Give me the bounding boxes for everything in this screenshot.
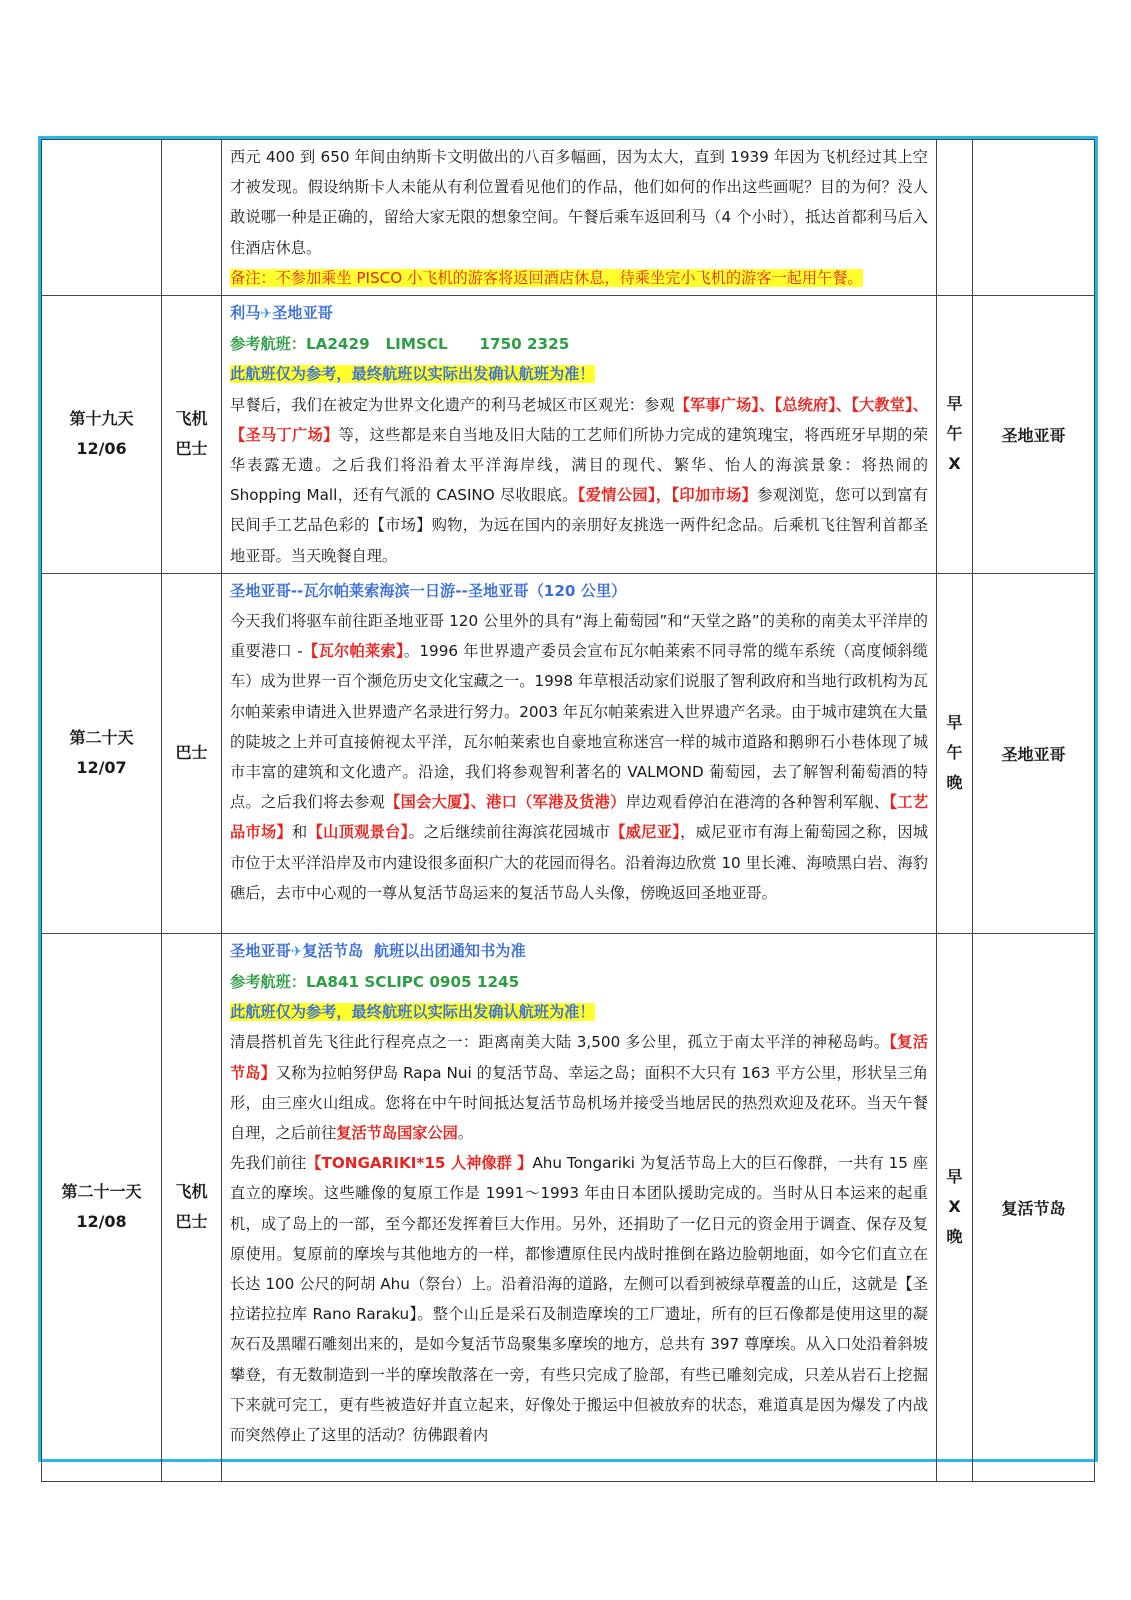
hotel-cell: [973, 140, 1095, 296]
description-text: 清晨搭机首先飞往此行程亮点之一：距离南美大陆 3,500 多公里，孤立于南太平洋的神秘岛屿。【复活节岛】又称为拉帕努伊岛 Rapa Nui 的复活节岛、幸运之岛；面积不大只有 163 平方公里，形状呈三角形，由三座火山组成。您将在中午时间抵达复活节岛机场并接受当地居民的热烈欢迎及花环。当天午餐自理，之后前往复活节岛国家公园。: [230, 1033, 929, 1143]
transport-item: 飞机: [175, 1182, 208, 1202]
transport-item: 巴士: [175, 439, 208, 459]
description-text: 早餐后，我们在被定为世界文化遗产的利马老城区市区观光：参观【军事广场】、【总统府】、【大教堂】、【圣马丁广场】等，这些都是来自当地及旧大陆的工艺师们所协力完成的建筑瑰宝，将西班牙早期的荣华表露无遗。之后我们将沿着太平洋海岸线，满目的现代、繁华、怡人的海滨景象：将热闹的 Shopping Mall，还有气派的 CASINO 尽收眼底。【爱情公园】，【印加市场】参观浏览，您可以到富有民间手工艺品色彩的【市场】购物，为远在国内的亲朋好友挑选一两件纪念品。后乘机飞往智利首都圣地亚哥。当天晚餐自理。: [230, 395, 929, 565]
transport-item: 巴士: [175, 743, 208, 763]
route-title: 圣地亚哥✈复活节岛 航班以出团通知书为准: [230, 941, 526, 960]
meal-breakfast: 早: [946, 713, 963, 733]
itinerary-table: [41, 139, 1095, 1482]
day-cell: [42, 296, 162, 574]
airplane-icon: ✈: [290, 943, 303, 960]
day-label: 第二十天: [69, 728, 134, 748]
description-text: 西元 400 到 650 年间由纳斯卡文明做出的八百多幅画，因为太大，直到 1939 年因为飞机经过其上空才被发现。假设纳斯卡人未能从有利位置看见他们的作品，他们如何的作出这些画呢？目的为何？没人敢说哪一种是正确的，留给大家无限的想象空间。午餐后乘车返回利马（4 个小时），抵达首都利马后入住酒店休息。: [230, 148, 928, 257]
meal-breakfast: 早: [946, 394, 963, 414]
table-row: [42, 296, 1095, 574]
route-title: 圣地亚哥--瓦尔帕莱索海滨一日游--圣地亚哥（120 公里）: [230, 581, 627, 600]
transport-cell: [162, 296, 222, 574]
table-row: [42, 573, 1095, 933]
airplane-icon: ✈: [260, 306, 273, 323]
day-cell: [42, 933, 162, 1481]
meal-lunch: X: [948, 1197, 961, 1217]
meal-dinner: 晚: [946, 1227, 963, 1247]
meal-lunch: 午: [946, 424, 963, 444]
flight-note: 此航班仅为参考，最终航班以实际出发确认航班为准！: [230, 1003, 595, 1022]
transport-item: 巴士: [175, 1212, 208, 1232]
day-label: 第十九天: [69, 409, 134, 429]
table-row: [42, 140, 1095, 296]
description-text: 先我们前往【TONGARIKI*15 人神像群 】Ahu Tongariki 为复活节岛上大的巨石像群，一共有 15 座直立的摩埃。这些雕像的复原工作是 1991～1993 年由日本团队援助完成的。当时从日本运来的起重机，成了岛上的一部，至今都还发挥着巨大作用。另外，还捐助了一亿日元的资金用于调查、保存及复原使用。复原前的摩埃与其他地方的一样，都惨遭原住民内战时推倒在路边脸朝地面，如今它们直立在长达 100 公尺的阿胡 Ahu（祭台）上。沿着沿海的道路，左侧可以看到被绿草覆盖的山丘，这就是【圣拉诺拉拉库 Rano Raraku】。整个山丘是采石及制造摩埃的工厂遗址，所有的巨石像都是使用这里的凝灰石及黑曜石雕刻出来的，是如今复活节岛聚集多摩埃的地方，总共有 397 尊摩埃。从入口处沿着斜坡攀登，有无数制造到一半的摩埃散落在一旁，有些只完成了脸部，有些已雕刻完成，只差从岩石上挖掘下来就可完工，更有些被造好并直立起来，好像处于搬运中但被放弃的状态，难道真是因为爆发了内战而突然停止了这里的活动？彷佛跟着内: [230, 1154, 928, 1445]
meals-cell: [937, 573, 973, 933]
meal-dinner: X: [948, 454, 961, 474]
day-date: 12/06: [76, 439, 127, 459]
meals-cell: [937, 933, 973, 1481]
flight-info: 参考航班：LA2429 LIMSCL 1750 2325: [230, 335, 570, 354]
transport-item: 飞机: [175, 409, 208, 429]
description-cell: [222, 933, 937, 1481]
itinerary-table-frame: [38, 136, 1098, 1462]
description-cell: [222, 140, 937, 296]
meal-dinner: 晚: [946, 773, 963, 793]
day-date: 12/07: [76, 758, 127, 778]
transport-cell: [162, 140, 222, 296]
meals-cell: [937, 296, 973, 574]
description-cell: [222, 296, 937, 574]
route-title: 利马✈圣地亚哥: [230, 304, 333, 323]
hotel-cell: 圣地亚哥: [973, 296, 1095, 574]
meal-lunch: 午: [946, 743, 963, 763]
flight-info: 参考航班：LA841 SCLIPC 0905 1245: [230, 973, 520, 992]
hotel-cell: 复活节岛: [973, 933, 1095, 1481]
table-row: [42, 933, 1095, 1481]
description-text: 今天我们将驱车前往距圣地亚哥 120 公里外的具有“海上葡萄园”和“天堂之路”的美称的南美太平洋岸的重要港口 -【瓦尔帕莱索】。1996 年世界遗产委员会宣布瓦尔帕莱索不同寻常的缆车系统（高度倾斜缆车）成为世界一百个濒危历史文化宝藏之一。1998 年草根活动家们说服了智利政府和当地行政机构为瓦尔帕莱索申请进入世界遗产名录进行努力。2003 年瓦尔帕莱索进入世界遗产名录。由于城市建筑在大量的陡坡之上并可直接俯视太平洋，瓦尔帕莱索也自豪地宣称迷宫一样的城市道路和鹅卵石小巷体现了城市丰富的建筑和文化遗产。沿途，我们将参观智利著名的 VALMOND 葡萄园，去了解智利葡萄酒的特点。之后我们将去参观【国会大厦】、港口（军港及货港）岸边观看停泊在港湾的各种智利军舰、【工艺品市场】和【山顶观景台】。之后继续前往海滨花园城市【威尼亚】，威尼亚市有海上葡萄园之称，因城市位于太平洋沿岸及市内建设很多面积广大的花园而得名。沿着海边欣赏 10 里长滩、海喷黑白岩、海豹礁后，去市中心观的一尊从复活节岛运来的复活节岛人头像，傍晚返回圣地亚哥。: [230, 612, 929, 902]
note-text: 备注：不参加乘坐 PISCO 小飞机的游客将返回酒店休息，待乘坐完小飞机的游客一起用午餐。: [230, 268, 863, 287]
meals-cell: [937, 140, 973, 296]
day-label: 第二十一天: [61, 1182, 142, 1202]
day-date: 12/08: [76, 1212, 127, 1232]
description-cell: [222, 573, 937, 933]
transport-cell: [162, 573, 222, 933]
transport-cell: [162, 933, 222, 1481]
day-cell: [42, 573, 162, 933]
day-cell: [42, 140, 162, 296]
flight-note: 此航班仅为参考，最终航班以实际出发确认航班为准！: [230, 365, 595, 384]
hotel-cell: 圣地亚哥: [973, 573, 1095, 933]
meal-breakfast: 早: [946, 1167, 963, 1187]
